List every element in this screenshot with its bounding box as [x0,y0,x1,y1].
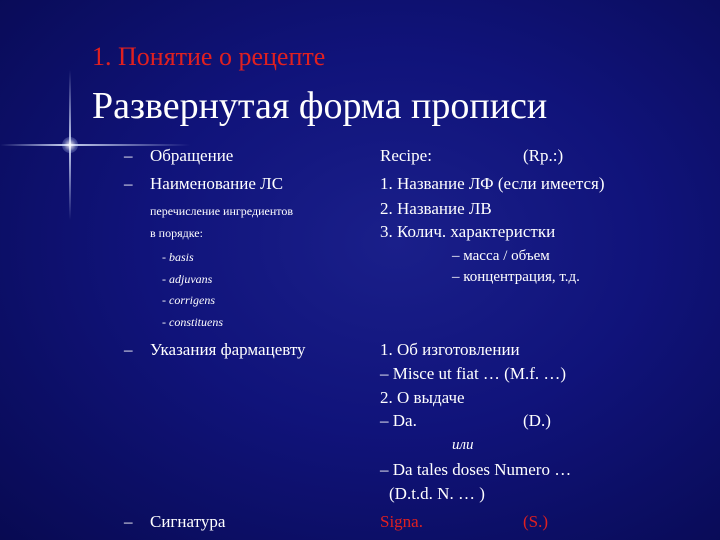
ingredients-note-line2: в порядке: [150,226,203,240]
bullet-dash: – [124,340,133,359]
bullet-label: Указания фармацевту [150,340,306,359]
misce-instruction: – Misce ut fiat … (M.f. …) [380,364,567,383]
recipe-abbr: (Rp.:) [523,146,564,165]
bullet-item-obrashchenie [124,146,233,166]
slide-subtitle: 1. Понятие о рецепте [92,42,326,71]
mass-volume: – масса / объем [452,248,550,264]
da-instruction: – Da. [380,411,417,430]
dispense-heading: 2. О выдаче [380,388,465,407]
bullet-item-naimenovanie [124,174,283,194]
name-dosage-form: 1. Название ЛФ (если имеется) [380,174,605,193]
bullet-label: Обращение [150,146,234,165]
recipe-label: Recipe: [380,146,432,165]
signa-label: Signa. [380,512,423,531]
bullet-label: Наименование ЛС [150,174,284,193]
or-word: или [452,437,474,453]
da-tales-instruction: – Da tales doses Numero … [380,460,572,479]
bullet-item-ukazaniya [124,340,306,360]
bullet-dash: – [124,512,133,531]
bullet-dash: – [124,174,133,193]
signa-abbr: (S.) [523,512,549,531]
quantity-characteristics: 3. Колич. характеристки [380,222,556,241]
bullet-item-signatura [124,512,225,532]
ingredient-corrigens: - corrigens [162,293,215,307]
bullet-dash: – [124,146,133,165]
slide-title: Развернутая форма прописи [92,85,548,127]
ingredient-basis: - basis [162,250,194,264]
preparation-heading: 1. Об изготовлении [380,340,520,359]
concentration: – концентрация, т.д. [452,269,580,285]
dtd-abbr: (D.t.d. N. … ) [389,484,485,503]
name-substance: 2. Название ЛВ [380,199,492,218]
sparkle-icon [62,137,78,153]
bullet-label: Сигнатура [150,512,226,531]
ingredient-adjuvans: - adjuvans [162,272,213,286]
da-abbr: (D.) [523,411,551,430]
ingredients-note-line1: перечисление ингредиентов [150,204,294,218]
ingredient-constituens: - constituens [162,315,223,329]
